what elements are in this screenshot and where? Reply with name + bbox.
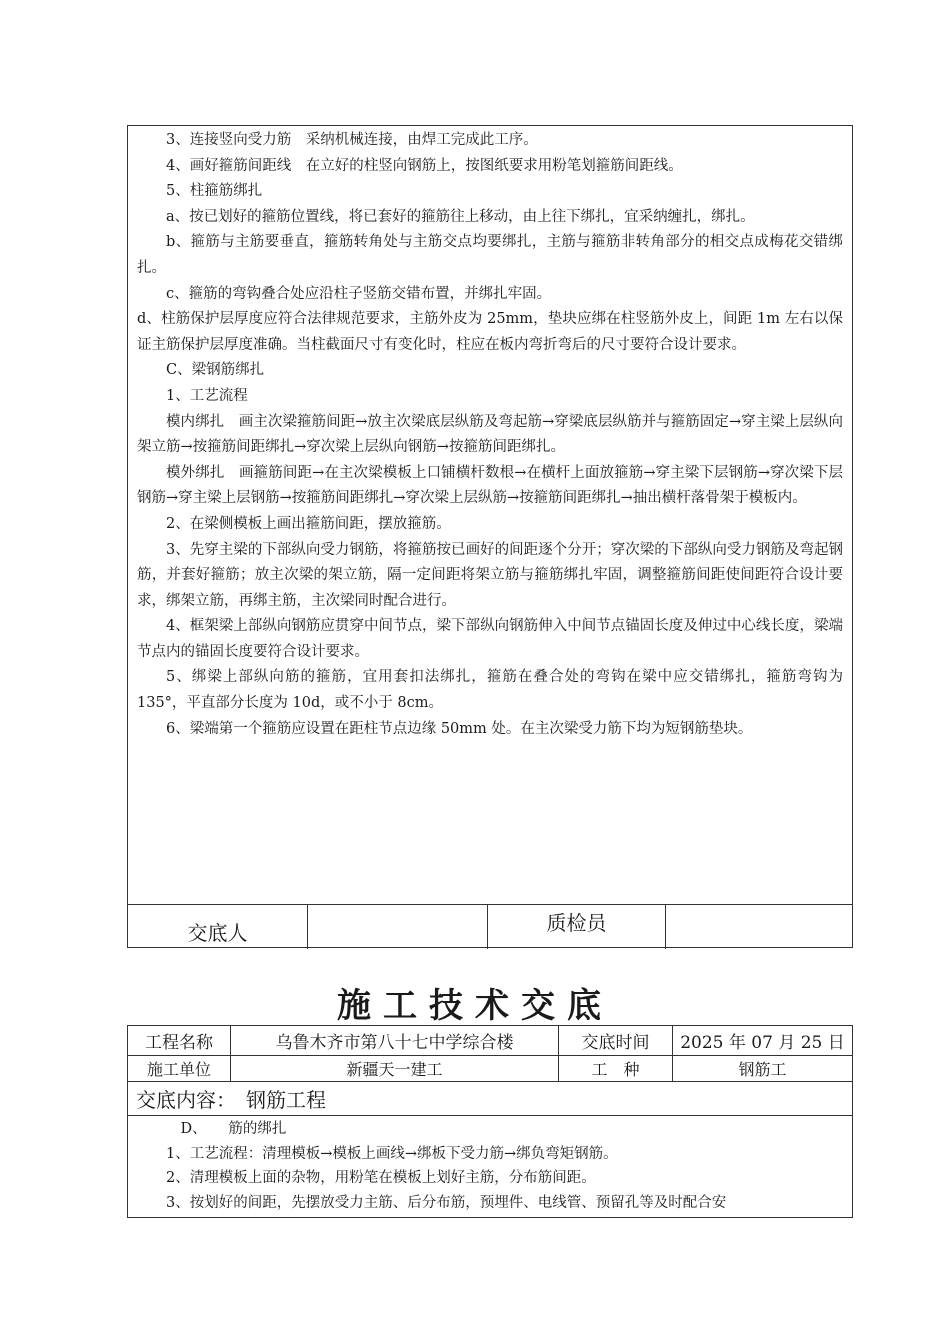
- paragraph: c、箍筋的弯钩叠合处应沿柱子竖筋交错布置，并绑扎牢固。: [166, 285, 552, 302]
- header-row-unit: [128, 1056, 852, 1082]
- construction-unit-value: 新疆天一建工: [231, 1056, 559, 1081]
- paragraph: 2、在梁侧模板上画出箍筋间距，摆放箍筋。: [166, 515, 451, 532]
- paragraph: a、按已划好的箍筋位置线，将已套好的箍筋往上移动，由上往下绑扎，宜采纳缠扎，绑扎。: [166, 208, 755, 225]
- paragraph: 1、工艺流程: [166, 387, 248, 404]
- paragraph: 模外绑扎 画箍筋间距→在主次梁模板上口铺横杆数根→在横杆上面放箍筋→穿主梁下层钢筋→穿次梁下层钢筋→穿主梁上层钢筋→按箍筋间距绑扎→穿次梁上层纵筋→按箍筋间距绑扎→抽出横杆落骨架于模板内。: [137, 464, 843, 507]
- paragraph: 模内绑扎 画主次梁箍筋间距→放主次梁底层纵筋及弯起筋→穿梁底层纵筋并与箍筋固定→穿主梁上层纵向架立筋→按箍筋间距绑扎→穿次梁上层纵向钢筋→按箍筋间距绑扎。: [137, 413, 843, 456]
- paragraph: 3、先穿主梁的下部纵向受力钢筋，将箍筋按已画好的间距逐个分开；穿次梁的下部纵向受力钢筋及弯起钢筋，并套好箍筋；放主次梁的架立筋，隔一定间距将架立筋与箍筋绑扎牢固，调整箍筋间距使间距符合设计要求，绑架立筋，再绑主筋，主次梁同时配合进行。: [137, 541, 843, 609]
- signature-row: [128, 904, 852, 949]
- paragraph: d、柱筋保护层厚度应符合法律规范要求，主筋外皮为 25mm，垫块应绑在柱竖筋外皮上，间距 1m 左右以保证主筋保护层厚度准确。当柱截面尺寸有变化时，柱应在板内弯折弯后的尺寸要符合设计要求。: [137, 311, 843, 353]
- paragraph: D、 筋的绑扎: [180, 1121, 287, 1137]
- paragraph: 2、清理模板上面的杂物，用粉笔在模板上划好主筋，分布筋间距。: [166, 1170, 596, 1186]
- inspector-signature-field: [666, 905, 852, 949]
- project-name-label: 工程名称: [128, 1026, 231, 1055]
- project-name-value: 乌鲁木齐市第八十七中学综合楼: [231, 1026, 559, 1055]
- inspector-label: 质检员: [488, 905, 666, 949]
- page-title: 施工技术交底: [337, 986, 613, 1026]
- paragraph: b、箍筋与主筋要垂直，箍筋转角处与主筋交点均要绑扎，主筋与箍筋非转角部分的相交点成梅花交错绑扎。: [137, 234, 843, 276]
- discloser-signature-field: [308, 905, 488, 949]
- disclosure-table-continued: [127, 125, 853, 948]
- header-row-project: [128, 1026, 852, 1056]
- content-heading: 交底内容： 钢筋工程: [128, 1082, 852, 1116]
- trade-value: 钢筋工: [738, 1060, 787, 1079]
- disclosure-table: [127, 1025, 853, 1218]
- trade-label: 工 种: [559, 1056, 673, 1081]
- paragraph: 5、柱箍筋绑扎: [166, 183, 263, 200]
- paragraph: C、梁钢筋绑扎: [166, 362, 265, 379]
- disclosure-content: [137, 128, 843, 742]
- paragraph: 1、工艺流程：清理模板→模板上画线→绑板下受力筋→绑负弯矩钢筋。: [166, 1145, 618, 1162]
- discloser-label: 交底人: [128, 905, 308, 949]
- disclosure-content: [128, 1116, 852, 1215]
- paragraph: 4、画好箍筋间距线 在立好的柱竖向钢筋上，按图纸要求用粉笔划箍筋间距线。: [166, 157, 683, 174]
- paragraph: 4、框架梁上部纵向钢筋应贯穿中间节点，梁下部纵向钢筋伸入中间节点锚固长度及伸过中心线长度，梁端节点内的锚固长度要符合设计要求。: [137, 618, 843, 660]
- paragraph: 3、按划好的间距，先摆放受力主筋、后分布筋，预埋件、电线管、预留孔等及时配合安: [166, 1194, 727, 1211]
- paragraph: 6、梁端第一个箍筋应设置在距柱节点边缘 50mm 处。在主次梁受力筋下均为短钢筋垫块。: [166, 720, 753, 737]
- disclosure-date-value: 2025 年 07 月 25 日: [680, 1033, 845, 1053]
- construction-unit-label: 施工单位: [128, 1056, 231, 1081]
- paragraph: 5、绑梁上部纵向筋的箍筋，宜用套扣法绑扎，箍筋在叠合处的弯钩在梁中应交错绑扎，箍筋弯钩为 135°，平直部分长度为 10d，或不小于 8cm。: [137, 669, 843, 712]
- paragraph: 3、连接竖向受力筋 采纳机械连接，由焊工完成此工序。: [166, 132, 538, 148]
- disclosure-date-label: 交底时间: [559, 1026, 673, 1055]
